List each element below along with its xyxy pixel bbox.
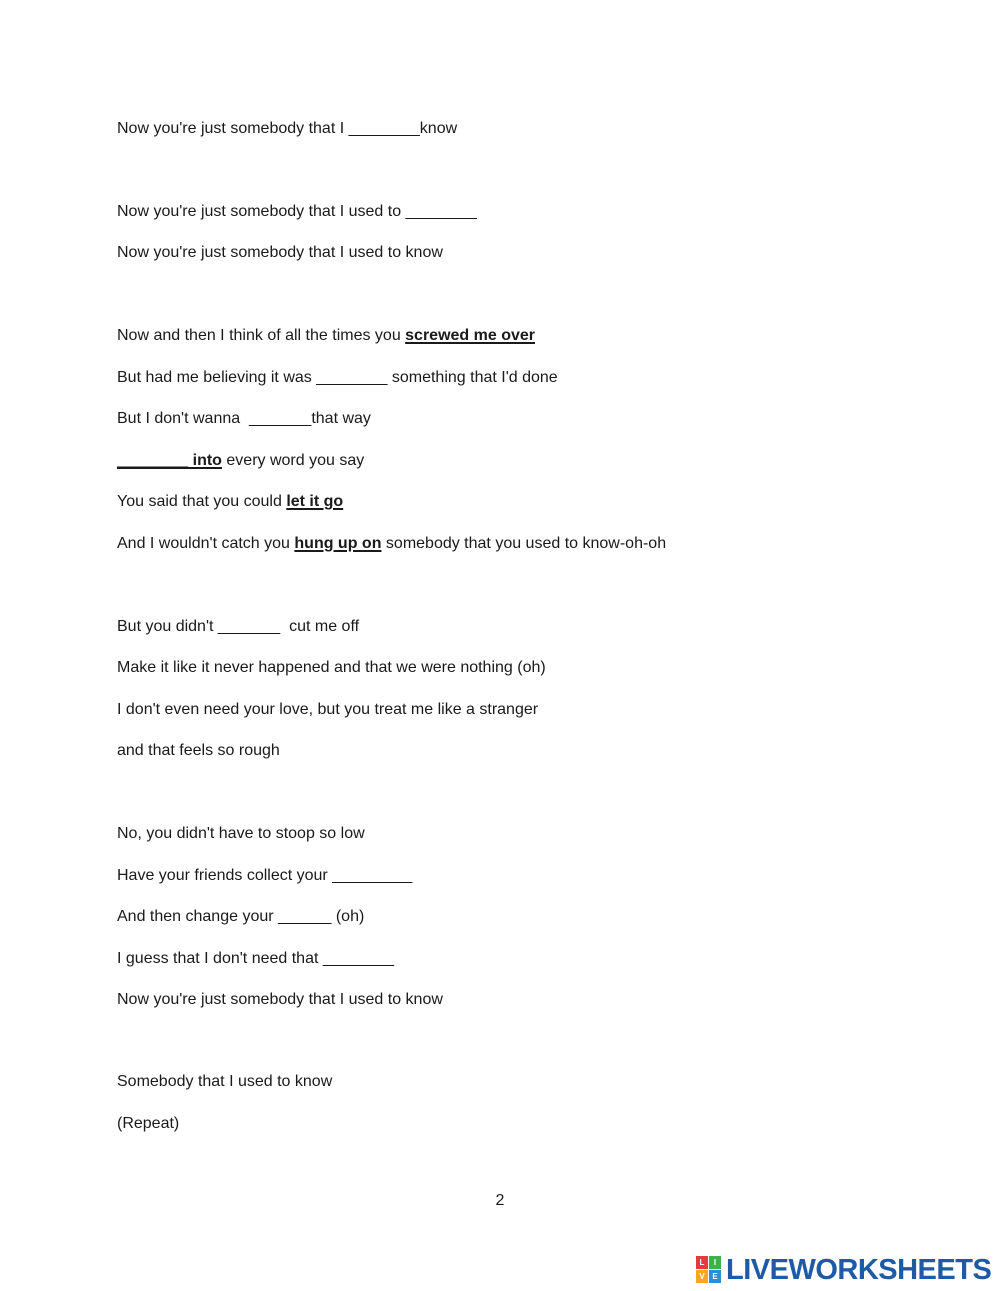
lyric-line (117, 700, 538, 720)
lyric-text: every word you say (221, 452, 365, 469)
liveworksheets-logo[interactable] (696, 1254, 991, 1286)
lyric-emphasis: hung up on (294, 535, 382, 552)
lyric-line (117, 119, 457, 139)
lyric-text: Now you're just somebody that I used to ________ (117, 203, 477, 220)
lyric-emphasis: ________ into (117, 452, 222, 469)
lyric-line (117, 368, 558, 388)
page-number: 2 (495, 1192, 505, 1209)
liveworksheets-wordmark: LIVEWORKSHEETS (726, 1254, 992, 1286)
lyric-text: I guess that I don't need that ________ (117, 950, 395, 967)
lyric-text: Now you're just somebody that I ________know (117, 120, 458, 137)
lyric-text: But I don't wanna _______that way (117, 410, 371, 427)
lyric-text: Now you're just somebody that I used to know (117, 244, 443, 261)
lyric-line (117, 1072, 332, 1092)
lyric-line (117, 907, 364, 927)
lyric-line (117, 658, 546, 678)
lyric-text: I don't even need your love, but you treat me like a stranger (117, 701, 539, 718)
lyric-line (117, 1114, 179, 1134)
lyric-line (117, 326, 535, 346)
lyric-line (117, 617, 359, 637)
lyric-text: Now you're just somebody that I used to know (117, 991, 443, 1008)
lyric-text: No, you didn't have to stoop so low (117, 825, 365, 842)
lyric-line (117, 492, 343, 512)
logo-block-e: E (709, 1270, 721, 1283)
lyric-text: You said that you could (117, 493, 287, 510)
lyric-line (117, 409, 371, 429)
lyric-line (117, 866, 412, 886)
lyric-text: But you didn't _______ cut me off (117, 618, 360, 635)
logo-block-v: V (696, 1270, 708, 1283)
lyric-emphasis: let it go (286, 493, 344, 510)
logo-block-l: L (696, 1256, 708, 1269)
liveworksheets-logo-icon (696, 1256, 722, 1284)
lyric-text: Now and then I think of all the times you (117, 327, 406, 344)
lyric-line (117, 741, 280, 761)
lyric-emphasis: screwed me over (405, 327, 536, 344)
lyric-text: Somebody that I used to know (117, 1073, 333, 1090)
lyric-line (117, 534, 666, 554)
lyric-line (117, 824, 365, 844)
lyric-line (117, 949, 394, 969)
lyric-text: Make it like it never happened and that we were nothing (oh) (117, 659, 546, 676)
lyric-line (117, 243, 443, 263)
lyric-text: and that feels so rough (117, 742, 280, 759)
lyric-text: (Repeat) (117, 1115, 180, 1132)
lyric-line (117, 202, 477, 222)
lyric-text: Have your friends collect your _________ (117, 867, 413, 884)
lyric-text: And then change your ______ (oh) (117, 908, 365, 925)
logo-block-i: I (709, 1256, 721, 1269)
lyric-text: And I wouldn't catch you (117, 535, 295, 552)
lyric-text: somebody that you used to know-oh-oh (381, 535, 667, 552)
lyric-line (117, 990, 443, 1010)
lyric-text: But had me believing it was ________ something that I'd done (117, 369, 558, 386)
lyric-line (117, 451, 364, 471)
